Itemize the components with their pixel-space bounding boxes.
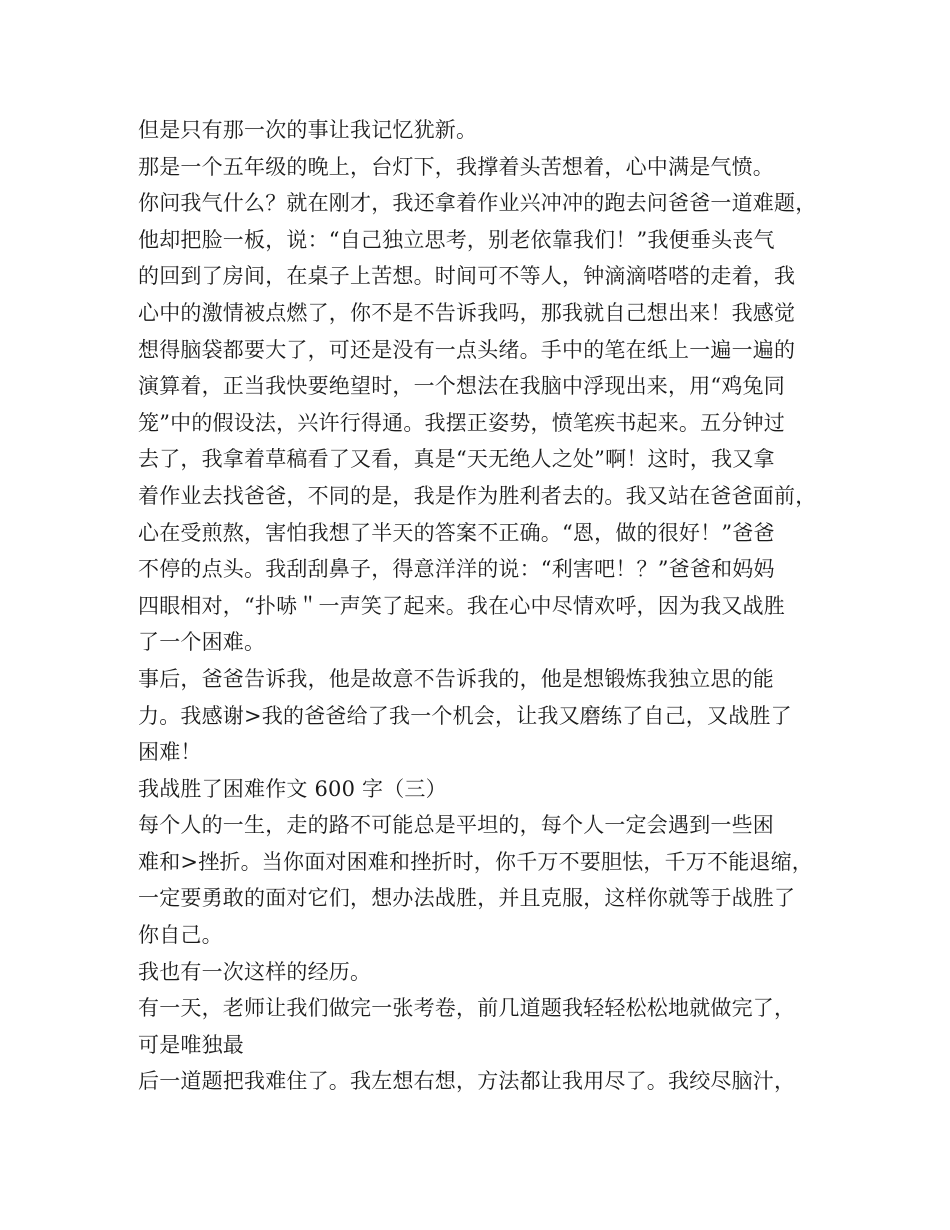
text-line: 不停的点头。我刮刮鼻子，得意洋洋的说：“利害吧！？”爸爸和妈妈 — [138, 557, 775, 582]
text-line: 心在受煎熬，害怕我想了半天的答案不正确。“恩，做的很好！”爸爸 — [138, 520, 775, 545]
text-line: 四眼相对，“扑哧＂一声笑了起来。我在心中尽情欢呼，因为我又战胜 — [138, 593, 785, 618]
text-line: 难和>挫折。当你面对困难和挫折时，你千万不要胆怯，千万不能退缩， — [138, 849, 813, 874]
text-line: 他却把脸一板，说：“自己独立思考，别老依靠我们！”我便垂头丧气 — [138, 227, 775, 252]
text-line: 那是一个五年级的晚上，台灯下，我撑着头苦想着，心中满是气愤。 — [138, 154, 774, 179]
text-line: 演算着，正当我快要绝望时，一个想法在我脑中浮现出来，用“鸡兔同 — [138, 374, 785, 399]
text-line: 的回到了房间，在桌子上苦想。时间可不等人，钟滴滴嗒嗒的走着，我 — [138, 264, 796, 289]
text-line: 你问我气什么？就在刚才，我还拿着作业兴冲冲的跑去问爸爸一道难题， — [138, 191, 817, 216]
text-line: 但是只有那一次的事让我记忆犹新。 — [138, 118, 478, 142]
text-line: 可是唯独最 — [138, 1032, 244, 1057]
essay-text-body — [138, 112, 828, 1100]
text-line: 去了，我拿着草稿看了又看，真是“天无绝人之处”啊！这时，我又拿 — [138, 447, 775, 472]
section-heading: 我战胜了困难作文 600 字（三） — [138, 776, 447, 801]
text-line: 困难！ — [138, 740, 202, 765]
text-line: 有一天，老师让我们做完一张考卷，前几道题我轻轻松松地就做完了， — [138, 996, 796, 1021]
text-line: 了一个困难。 — [138, 630, 266, 655]
text-line: 着作业去找爸爸，不同的是，我是作为胜利者去的。我又站在爸爸面前， — [138, 483, 817, 508]
text-line: 事后，爸爸告诉我，他是故意不告诉我的，他是想锻炼我独立思的能 — [138, 666, 774, 691]
text-line: 你自己。 — [138, 923, 223, 948]
text-line: 一定要勇敢的面对它们，想办法战胜，并且克服，这样你就等于战胜了 — [138, 886, 796, 911]
text-line: 笼”中的假设法，兴许行得通。我摆正姿势，愤笔疾书起来。五分钟过 — [138, 410, 785, 435]
text-line: 想得脑袋都要大了，可还是没有一点头绪。手中的笔在纸上一遍一遍的 — [138, 337, 796, 362]
text-line: 后一道题把我难住了。我左想右想，方法都让我用尽了。我绞尽脑汁， — [138, 1069, 796, 1094]
text-line: 每个人的一生，走的路不可能总是平坦的，每个人一定会遇到一些困 — [138, 813, 774, 838]
text-line: 我也有一次这样的经历。 — [138, 959, 372, 984]
text-line: 心中的激情被点燃了，你不是不告诉我吗，那我就自己想出来！我感觉 — [138, 300, 796, 325]
text-line: 力。我感谢>我的爸爸给了我一个机会，让我又磨练了自己，又战胜了 — [138, 703, 792, 728]
